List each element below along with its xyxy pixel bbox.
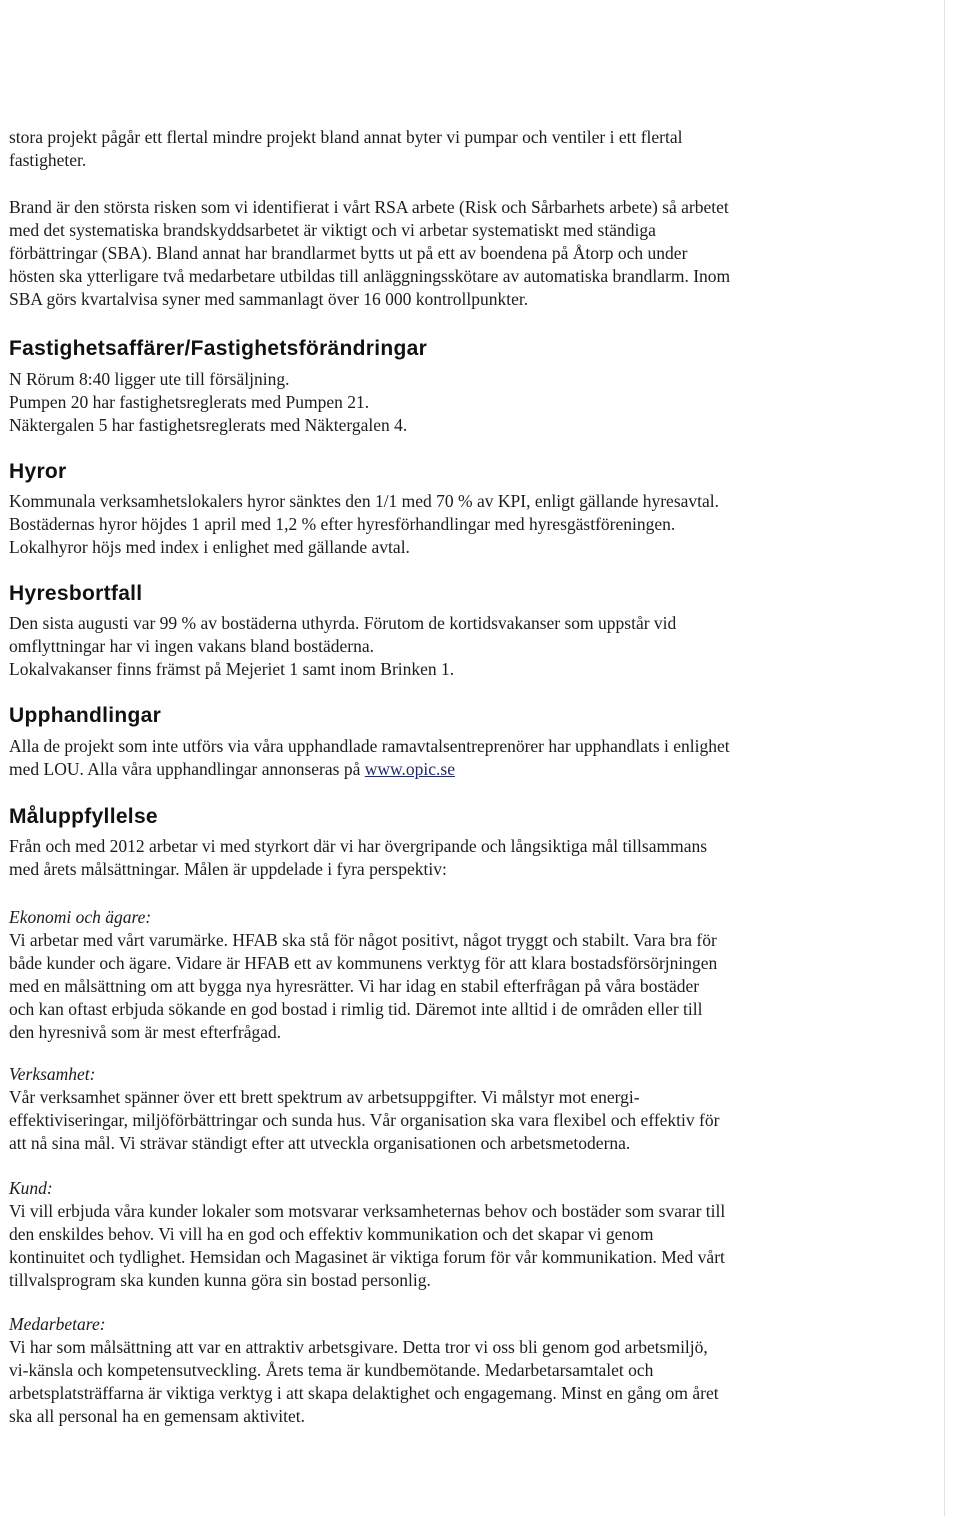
rent-loss-heading: Hyresbortfall [9,582,143,605]
rents-line: Bostädernas hyror höjdes 1 april med 1,2 % efter hyresförhandlingar med hyresgästföreningen. [9,514,676,534]
economy-line: och kan oftast erbjuda sökande en god bostad i rimlig tid. Däremot inte alltid i de områden eller till [9,999,703,1019]
procurement-paragraph [9,735,839,781]
customer-line: tillvalsprogram ska kunden kunna göra sin bostad personlig. [9,1270,431,1290]
procurement-line-prefix: med LOU. Alla våra upphandlingar annonseras på [9,759,365,779]
employees-line: Vi har som målsättning att var en attraktiv arbetsgivare. Detta tror vi oss bli genom god arbetsmiljö, [9,1337,708,1357]
rents-line: Lokalhyror höjs med index i enlighet med gällande avtal. [9,537,410,557]
employees-subheading: Medarbetare: [9,1314,106,1334]
operations-line: effektiviseringar, miljöförbättringar och sunda hus. Vår organisation ska vara flexibel och effektiv för [9,1110,720,1130]
operations-line: Vår verksamhet spänner över ett brett spektrum av arbetsuppgifter. Vi målstyr mot energi- [9,1087,640,1107]
rents-paragraph [9,490,839,559]
fire-safety-line: med det systematiska brandskyddsarbetet är viktigt och vi arbetar systematiskt med ständiga [9,220,656,240]
fire-safety-line: hösten ska ytterligare två medarbetare utbildas till anläggningsskötare av automatiska brandlarm. Inom [9,266,731,286]
customer-line: Vi vill erbjuda våra kunder lokaler som motsvarar verksamheternas behov och bostäder som svarar till [9,1201,726,1221]
page-edge-divider [944,0,945,1516]
employees-section [9,1313,839,1428]
intro-paragraph [9,126,839,172]
property-line: N Rörum 8:40 ligger ute till försäljning. [9,369,290,389]
employees-line: vi-känsla och kompetensutveckling. Årets tema är kundbemötande. Medarbetarsamtalet och [9,1360,654,1380]
fire-safety-line: förbättringar (SBA). Bland annat har brandlarmet bytts ut på ett av boendena på Åtorp och under [9,243,688,263]
economy-subheading: Ekonomi och ägare: [9,907,152,927]
procurement-heading: Upphandlingar [9,704,162,727]
fire-safety-line: Brand är den största risken som vi identifierat i vårt RSA arbete (Risk och Sårbarhets arbete) så arbetet [9,197,729,217]
operations-section [9,1063,839,1155]
rent-loss-line: Lokalvakanser finns främst på Mejeriet 1 samt inom Brinken 1. [9,659,455,679]
customer-line: den enskildes behov. Vi vill ha en god och effektiv kommunikation och det skapar vi genom [9,1224,654,1244]
operations-subheading: Verksamhet: [9,1064,96,1084]
goal-fulfilment-heading: Måluppfyllelse [9,805,158,828]
customer-line: kontinuitet och tydlighet. Hemsidan och Magasinet är viktiga forum för vår kommunikation. Med vårt [9,1247,725,1267]
goal-line: med årets målsättningar. Målen är uppdelade i fyra perspektiv: [9,859,447,879]
economy-line: med en målsättning om att bygga nya hyresrätter. Vi har idag en stabil efterfrågan på våra bostäder [9,976,700,996]
property-line: Pumpen 20 har fastighetsreglerats med Pumpen 21. [9,392,370,412]
goal-line: Från och med 2012 arbetar vi med styrkort där vi har övergripande och långsiktiga mål tillsammans [9,836,708,856]
rent-loss-line: omflyttningar har vi ingen vakans bland bostäderna. [9,636,374,656]
goal-fulfilment-paragraph [9,835,839,881]
procurement-line: Alla de projekt som inte utförs via våra upphandlade ramavtalsentreprenörer har upphandlats i enlighet [9,736,730,756]
rent-loss-paragraph [9,612,839,681]
economy-section [9,906,839,1044]
customer-section [9,1177,839,1292]
economy-line: både kunder och ägare. Vidare är HFAB ett av kommunens verktyg för att klara bostadsförsörjningen [9,953,718,973]
economy-line: den hyresnivå som är mest efterfrågad. [9,1022,282,1042]
employees-line: ska all personal ha en gemensam aktivitet. [9,1406,305,1426]
rents-line: Kommunala verksamhetslokalers hyror sänktes den 1/1 med 70 % av KPI, enligt gällande hyresavtal. [9,491,720,511]
opic-link[interactable]: www.opic.se [364,759,455,779]
customer-subheading: Kund: [9,1178,53,1198]
economy-line: Vi arbetar med vårt varumärke. HFAB ska stå för något positivt, något tryggt och stabilt. Vara bra för [9,930,717,950]
intro-line: stora projekt pågår ett flertal mindre projekt bland annat byter vi pumpar och ventiler i ett flertal [9,127,683,147]
property-transactions-paragraph [9,368,839,437]
operations-line: att nå sina mål. Vi strävar ständigt efter att utveckla organisationen och arbetsmetoderna. [9,1133,631,1153]
fire-safety-line: SBA görs kvartalvisa syner med sammanlagt över 16 000 kontrollpunkter. [9,289,529,309]
intro-line: fastigheter. [9,150,87,170]
rents-heading: Hyror [9,460,67,483]
procurement-line [9,758,839,781]
property-transactions-heading: Fastighetsaffärer/Fastighetsförändringar [9,337,428,360]
employees-line: arbetsplatsträffarna är viktiga verktyg i att skapa delaktighet och engagemang. Minst en gång om året [9,1383,719,1403]
rent-loss-line: Den sista augusti var 99 % av bostäderna uthyrda. Förutom de kortidsvakanser som uppstår vid [9,613,677,633]
fire-safety-paragraph [9,196,839,311]
property-line: Näktergalen 5 har fastighetsreglerats med Näktergalen 4. [9,415,408,435]
